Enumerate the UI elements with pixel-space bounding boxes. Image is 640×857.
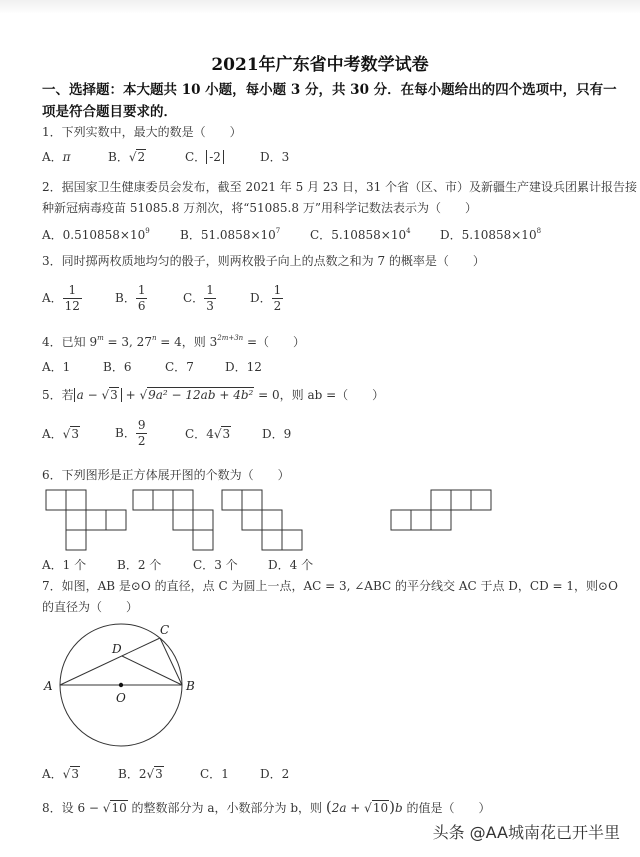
question-5-option-b: B． $\frac{9}{2}$ — [115, 418, 146, 448]
question-2-stem-line2: 种新冠病毒疫苗 51085.8 万剂次，将“51085.8 万”用科学记数法表示为（ ） — [42, 201, 477, 215]
question-6-option-d: D．4 个 — [268, 558, 314, 572]
watermark: 头条 @AA城南花已开半里 — [432, 823, 620, 842]
question-3-option-c: C． $\frac{1}{3}$ — [183, 283, 214, 313]
fraction: $\frac{1}{2}$ — [273, 283, 282, 313]
page-title: 2021年广东省中考数学试卷 — [211, 55, 429, 75]
question-2-option-c: C．$5.10858\times 10^4$ — [310, 227, 411, 242]
point-c-label: C — [160, 623, 170, 637]
question-1-option-a: A．π — [42, 150, 71, 164]
question-1-option-c: C． -2 — [185, 148, 224, 165]
question-6-option-a: A．1 个 — [42, 558, 87, 572]
question-4-option-b: B．6 — [103, 360, 132, 374]
question-7-option-b: B．2√3 — [118, 767, 163, 781]
question-2-option-d: D．$5.10858\times 10^8$ — [440, 227, 542, 242]
point-a-label: A — [44, 679, 53, 693]
question-2-option-a: A．$0.510858\times 10^9$ — [42, 227, 150, 242]
question-4-stem: 4．已知 $9^m = 3$, $27^n = 4$，则 $3^{2m+3n}$ =（ ） — [42, 334, 306, 349]
question-5-option-c: C．4√3 — [185, 427, 231, 441]
section-header-line2: 项是符合题目要求的． — [42, 104, 177, 120]
question-5-stem: 5．若 a − √3 + √9a² − 12ab + 4b² = 0，则 ab =（ ） — [42, 388, 385, 402]
fraction: $\frac{1}{6}$ — [137, 283, 146, 313]
point-b-label: B — [186, 679, 195, 693]
question-7-option-d: D．2 — [260, 767, 290, 781]
question-2-stem-line1: 2．据国家卫生健康委员会发布，截至 2021 年 5 月 23 日，31 个省（区、市）及新疆生产建设兵团累计报告接 — [42, 180, 638, 194]
question-4-option-a: A．1 — [42, 360, 71, 374]
question-7-option-c: C．1 — [200, 767, 229, 781]
question-5-option-a: A．√3 — [42, 427, 79, 441]
question-5-option-d: D．9 — [262, 427, 292, 441]
question-7-stem-line1: 7．如图，AB 是⊙O 的直径，点 C 为圆上一点，AC = 3, ∠ABC 的平分线交 AC 于点 D，CD = 1，则⊙O — [42, 579, 618, 593]
question-4-option-c: C．7 — [165, 360, 194, 374]
question-6-option-c: C．3 个 — [193, 558, 238, 572]
question-1-option-b: B．√2 — [108, 150, 146, 164]
question-6-stem: 6．下列图形是正方体展开图的个数为（ ） — [42, 468, 290, 482]
point-d-label: D — [112, 642, 122, 656]
question-3-option-d: D． $\frac{1}{2}$ — [250, 283, 282, 313]
question-1-option-d: D．3 — [260, 150, 290, 164]
question-1-stem: 1．下列实数中，最大的数是（ ） — [42, 125, 242, 139]
question-7-stem-line2: 的直径为（ ） — [42, 600, 139, 614]
question-6-option-b: B．2 个 — [117, 558, 162, 572]
sqrt-symbol: √2 — [128, 150, 146, 164]
question-3-stem: 3．同时掷两枚质地均匀的骰子，则两枚骰子向上的点数之和为 7 的概率是（ ） — [42, 254, 485, 268]
question-8-stem: 8．设 6 − √10 的整数部分为 a，小数部分为 b，则 (2a + √10)b 的值是（ ） — [42, 798, 491, 816]
question-7-option-a: A．√3 — [42, 767, 79, 781]
question-3-option-b: B． $\frac{1}{6}$ — [115, 283, 146, 313]
section-header-line1: 一、选择题：本大题共 10 小题，每小题 3 分，共 30 分．在每小题给出的四个选项中，只有一 — [42, 82, 617, 98]
question-4-option-d: D．12 — [225, 360, 262, 374]
fraction: $\frac{1}{12}$ — [64, 283, 80, 313]
question-3-option-a: A． $\frac{1}{12}$ — [42, 283, 80, 313]
point-o-label: O — [116, 691, 126, 705]
question-2-option-b: B．$51.0858\times 10^7$ — [180, 227, 281, 242]
fraction: $\frac{1}{3}$ — [206, 283, 214, 313]
